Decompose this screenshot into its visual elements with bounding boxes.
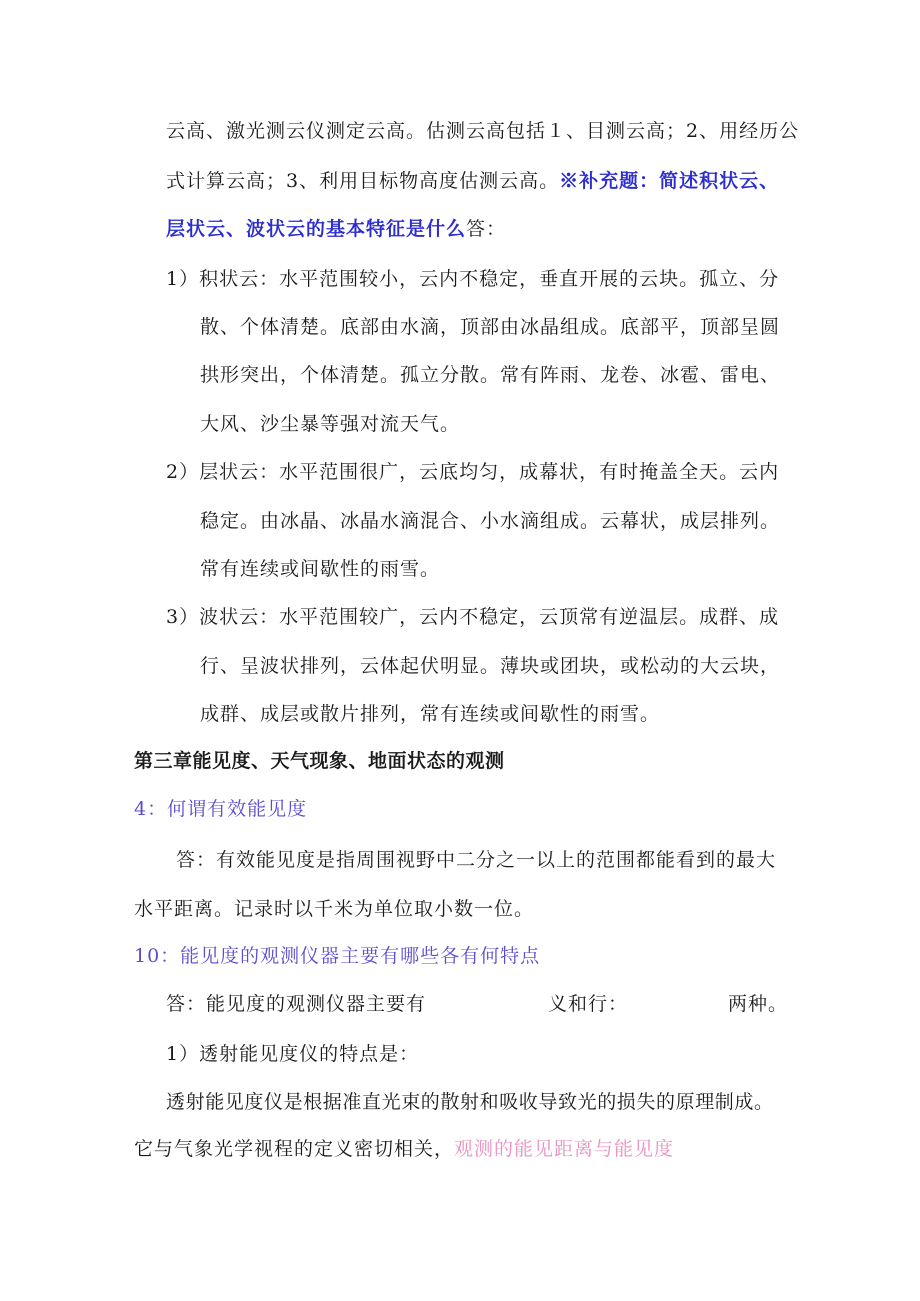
wave-text-1: 3）波状云：水平范围较广，云内不稳定，云顶常有逆温层。成群、成	[166, 606, 780, 628]
wave-text-3: 成群、成层或散片排列，常有连续或间歇性的雨雪。	[200, 703, 661, 725]
wave-text-2: 行、呈波状排列，云体起伏明显。薄块或团块，或松动的大云块，	[200, 655, 781, 677]
wave-line-1	[166, 602, 779, 632]
answer-label: 答：	[466, 218, 507, 240]
chapter-title: 第三章能见度、天气现象、地面状态的观测	[134, 750, 505, 772]
visibility-range-highlight: 观测的能见距离与能见度	[454, 1138, 675, 1160]
stratus-line-2	[200, 506, 780, 536]
chapter-heading	[134, 746, 505, 776]
question-10-answer-part-1: 答：能见度的观测仪器主要有	[166, 993, 427, 1015]
transmissometer-text-1: 透射能见度仪是根据准直光束的散射和吸收导致光的损失的原理制成。	[166, 1091, 774, 1113]
cumulus-text-4: 大风、沙尘暴等强对流天气。	[200, 413, 461, 435]
transmissometer-subheading: 1）透射能见度仪的特点是：	[166, 1043, 420, 1065]
question-10-sub-1	[166, 1039, 419, 1069]
cumulus-line-4	[200, 409, 460, 439]
intro-line-3	[166, 214, 506, 244]
question-10-answer-line	[166, 989, 788, 1019]
cumulus-line-3	[200, 360, 780, 390]
supplement-question-start: ※补充题：简述积状云、	[559, 170, 780, 192]
question-4-heading	[134, 794, 307, 824]
question-10-title: 10：能见度的观测仪器主要有哪些各有何特点	[134, 945, 541, 967]
question-4-answer-2: 水平距离。记录时以千米为单位取小数一位。	[134, 898, 535, 920]
stratus-text-1: 2）层状云：水平范围很广，云底均匀，成幕状，有时掩盖全天。云内	[166, 461, 780, 483]
wave-line-2	[200, 651, 780, 681]
cumulus-text-2: 散、个体清楚。底部由水滴，顶部由冰晶组成。底部平，顶部呈圆	[200, 316, 781, 338]
question-4-title: 4：何谓有效能见度	[134, 798, 308, 820]
cumulus-text-3: 拱形突出，个体清楚。孤立分散。常有阵雨、龙卷、冰雹、雷电、	[200, 364, 781, 386]
cumulus-line-1	[166, 264, 779, 294]
stratus-line-3	[200, 554, 440, 584]
stratus-text-3: 常有连续或间歇性的雨雪。	[200, 558, 441, 580]
question-4-answer-line-1	[176, 845, 776, 875]
supplement-question-end: 层状云、波状云的基本特征是什么	[166, 218, 467, 240]
stratus-text-2: 稳定。由冰晶、冰晶水滴混合、小水滴组成。云幕状，成层排列。	[200, 510, 781, 532]
intro-text-1: 云高、激光测云仪测定云高。估测云高包括１、目测云高；2、用经历公	[166, 120, 800, 142]
wave-line-3	[200, 699, 660, 729]
question-10-paragraph-line-2	[134, 1134, 674, 1164]
stratus-line-1	[166, 457, 779, 487]
intro-line-1	[166, 116, 799, 146]
intro-line-2	[166, 166, 779, 196]
cumulus-line-2	[200, 312, 780, 342]
transmissometer-text-2: 它与气象光学视程的定义密切相关，	[134, 1138, 455, 1160]
question-10-answer-part-2: 义和行：	[548, 993, 629, 1015]
question-4-answer-line-2	[134, 894, 534, 924]
intro-text-2: 式计算云高；3、利用目标物高度估测云高。	[166, 170, 560, 192]
question-10-heading	[134, 941, 540, 971]
question-4-answer-1: 答：有效能见度是指周围视野中二分之一以上的范围都能看到的最大	[176, 849, 777, 871]
question-10-paragraph-line-1	[166, 1087, 774, 1117]
question-10-answer-part-3: 两种。	[728, 993, 789, 1015]
cumulus-text-1: 1）积状云：水平范围较小，云内不稳定，垂直开展的云块。孤立、分	[166, 268, 780, 290]
